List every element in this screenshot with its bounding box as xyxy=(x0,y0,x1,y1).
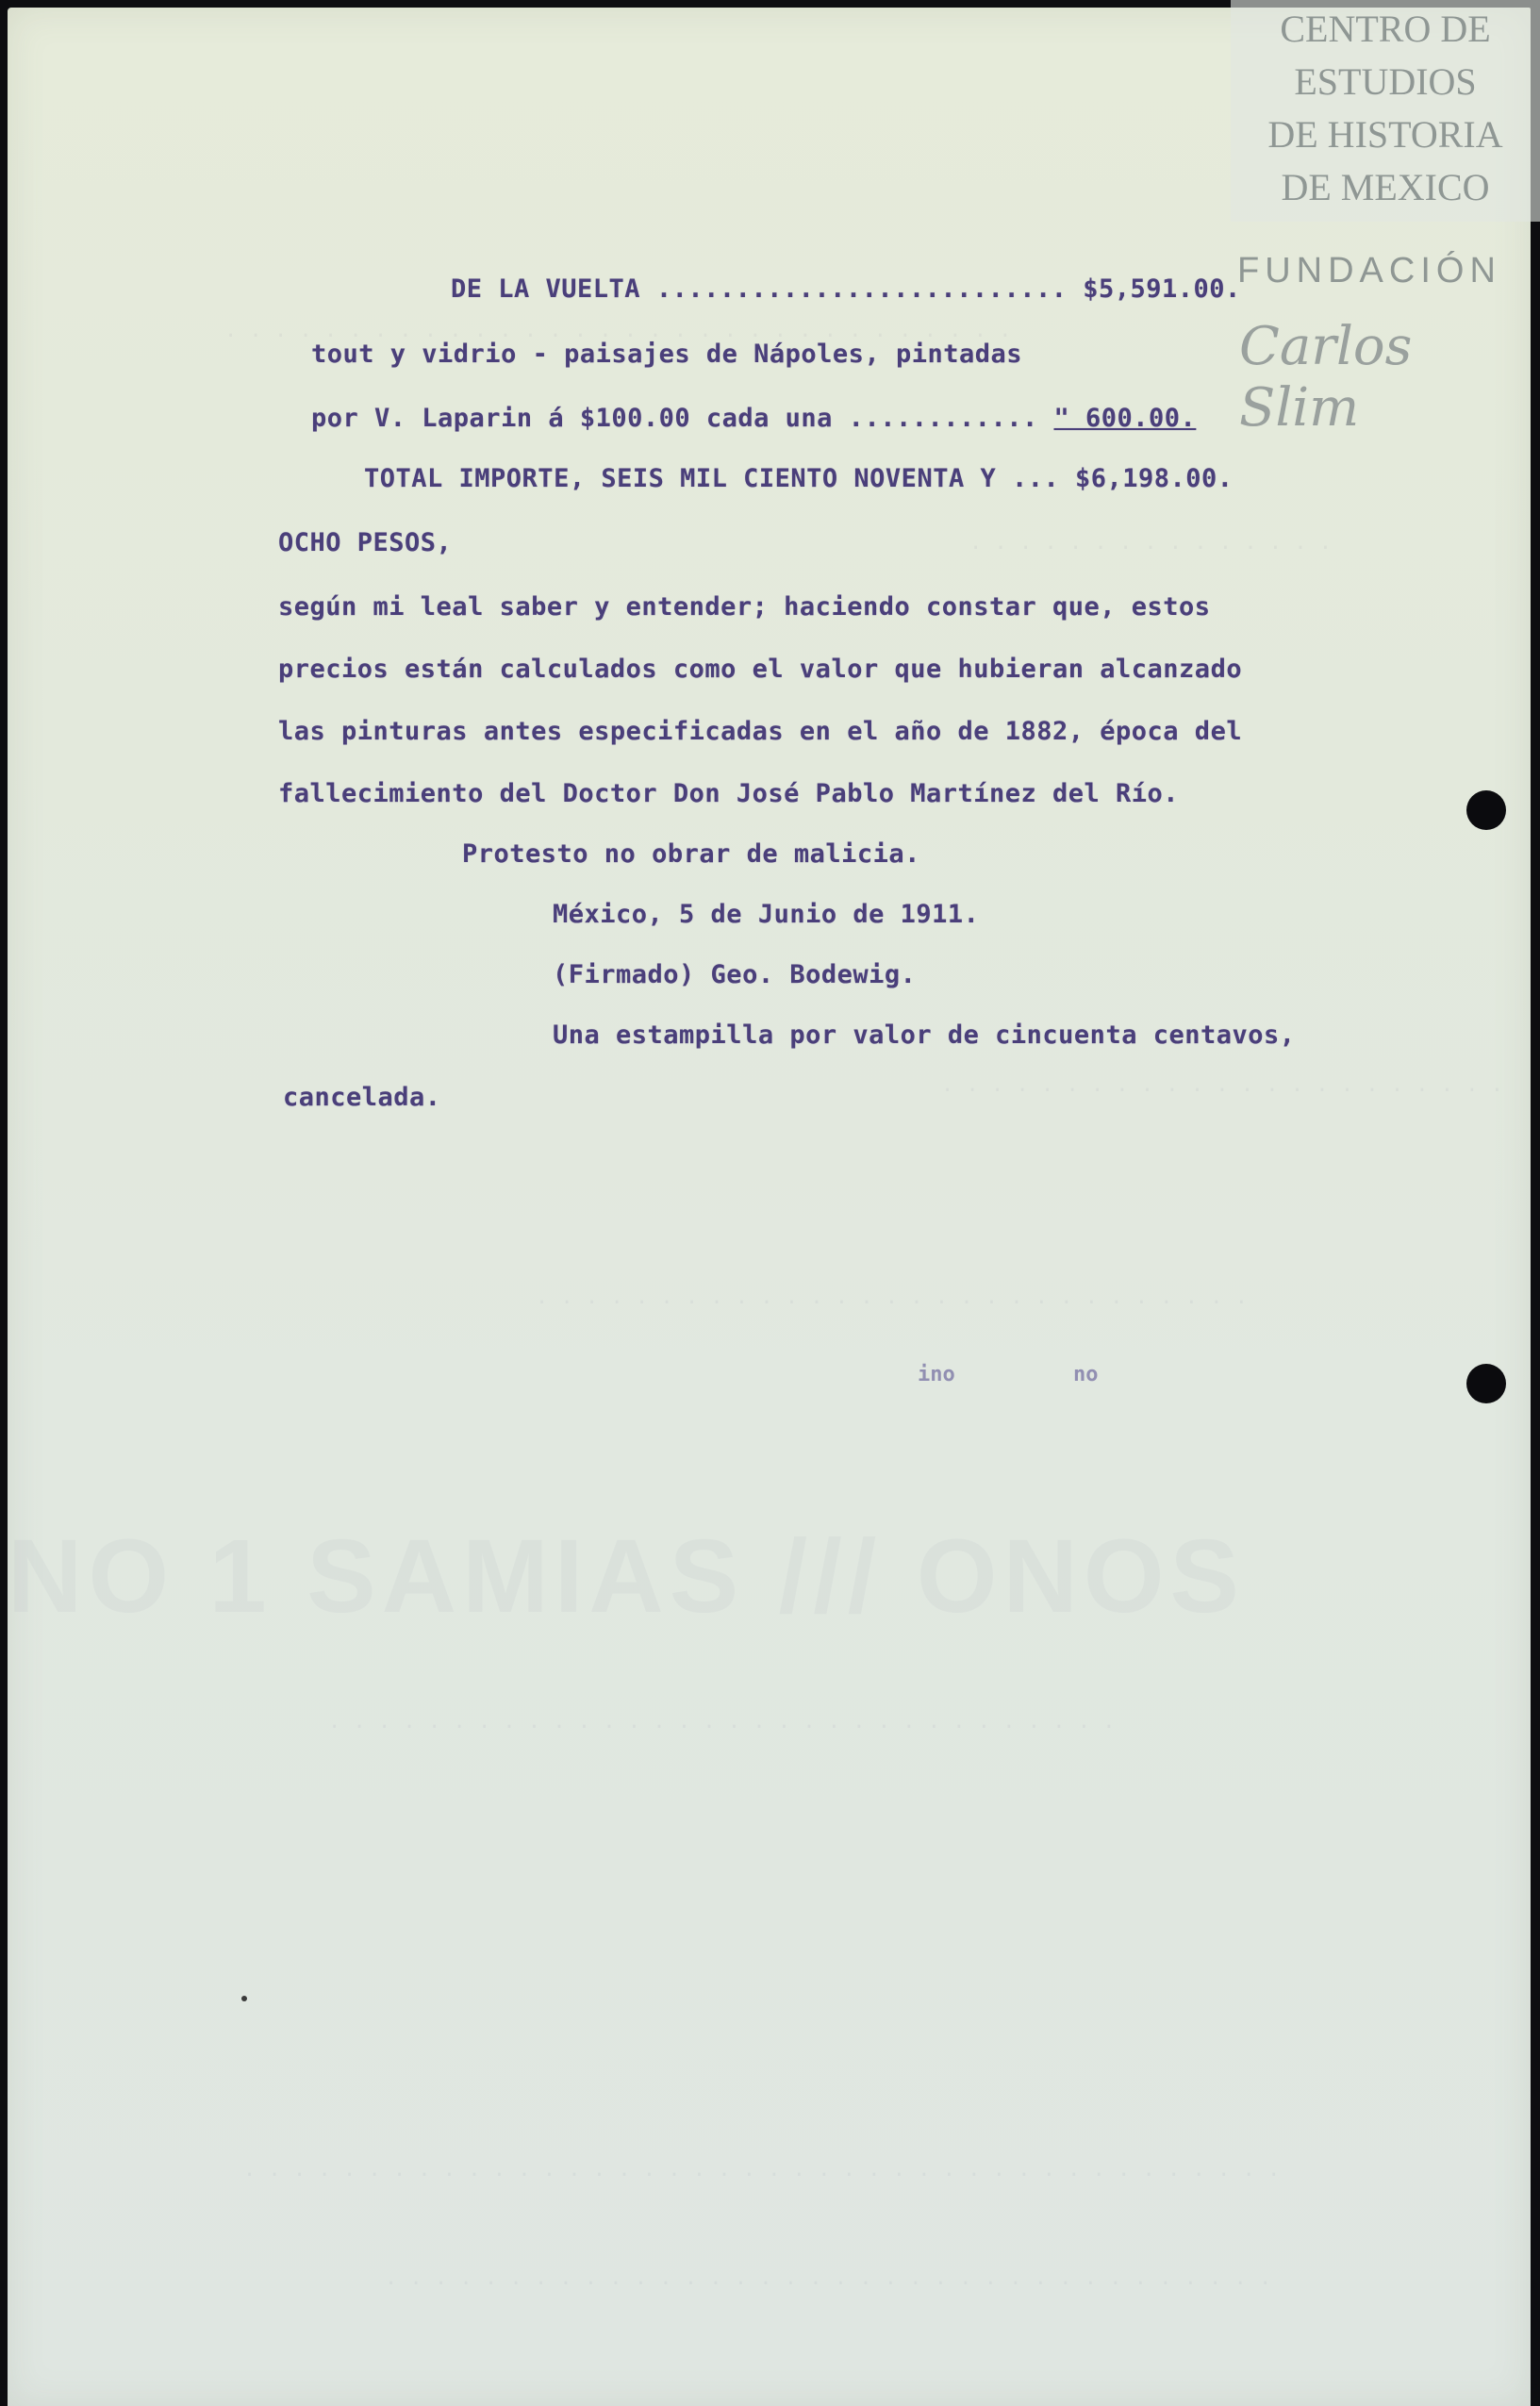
bleed-through-text: . . . . . . . . . . . . . . . . . . . . . . . . . . . . . . . . . . . . xyxy=(385,2266,1272,2290)
watermark-signature: Carlos Slim xyxy=(1239,316,1413,439)
watermark-fundacion: FUNDACIÓN xyxy=(1237,251,1501,290)
text-line-laparin: por V. Laparin á $100.00 cada una ............ " 600.00. xyxy=(311,404,1197,433)
stray-mark: no xyxy=(1073,1363,1099,1386)
text-line-pinturas: las pinturas antes especificadas en el año de 1882, época del xyxy=(278,717,1243,746)
watermark-line: DE MEXICO xyxy=(1281,166,1490,208)
watermark-line: CENTRO DE xyxy=(1280,8,1491,50)
stray-mark: ino xyxy=(918,1363,955,1386)
text-line-cancelada: cancelada. xyxy=(283,1083,441,1112)
bleed-through-text: . . . . . . . . . . . . . . . . . . . . . . . xyxy=(941,1073,1504,1097)
text-line-estampilla: Una estampilla por valor de cincuenta centavos, xyxy=(553,1020,1296,1050)
watermark-line: DE HISTORIA xyxy=(1267,113,1503,156)
punch-hole xyxy=(1466,790,1506,830)
text-line-ocho-pesos: OCHO PESOS, xyxy=(278,528,453,557)
text-line-date: México, 5 de Junio de 1911. xyxy=(553,900,980,929)
text-line-fallecimiento: fallecimiento del Doctor Don José Pablo Martínez del Río. xyxy=(278,779,1180,808)
text-line-precios: precios están calculados como el valor que hubieran alcanzado xyxy=(278,655,1243,684)
text-line-protesto: Protesto no obrar de malicia. xyxy=(462,839,920,869)
bleed-through-text: . . . . . . . . . . . . . . . . . . . . . . . . . . . . . . . . xyxy=(328,1710,1116,1734)
bleed-through-text: . . . . . . . . . . . . . . . . . . . . . . . . . . . . . . . . . . . . . . . . . . xyxy=(243,2158,1281,2182)
ink-speck xyxy=(241,1996,247,2001)
text-line-de-la-vuelta: DE LA VUELTA .......................... $5,591.00. xyxy=(451,274,1241,304)
text-line-total-importe: TOTAL IMPORTE, SEIS MIL CIENTO NOVENTA Y ... $6,198.00. xyxy=(364,464,1234,493)
underlined-amount: " 600.00. xyxy=(1053,404,1197,433)
text-line-paisajes: tout y vidrio - paisajes de Nápoles, pintadas xyxy=(311,340,1022,369)
bleed-through-stamp: NO 1 SAMIAS /// ONOS xyxy=(8,1518,1245,1634)
watermark-line: ESTUDIOS xyxy=(1294,60,1477,103)
text-line-segun: según mi leal saber y entender; haciendo constar que, estos xyxy=(278,592,1211,622)
bleed-through-text: . . . . . . . . . . . . . . . . . . . . . . . . . . . . . . . . xyxy=(224,319,1012,342)
punch-hole xyxy=(1466,1364,1506,1403)
text-line-firmado: (Firmado) Geo. Bodewig. xyxy=(553,960,917,989)
bleed-through-text: . . . . . . . . . . . . . . . . . . . . . . . . . . . . . xyxy=(536,1286,1248,1309)
bleed-through-text: . . . . . . . . . . . . . . . xyxy=(969,531,1333,555)
